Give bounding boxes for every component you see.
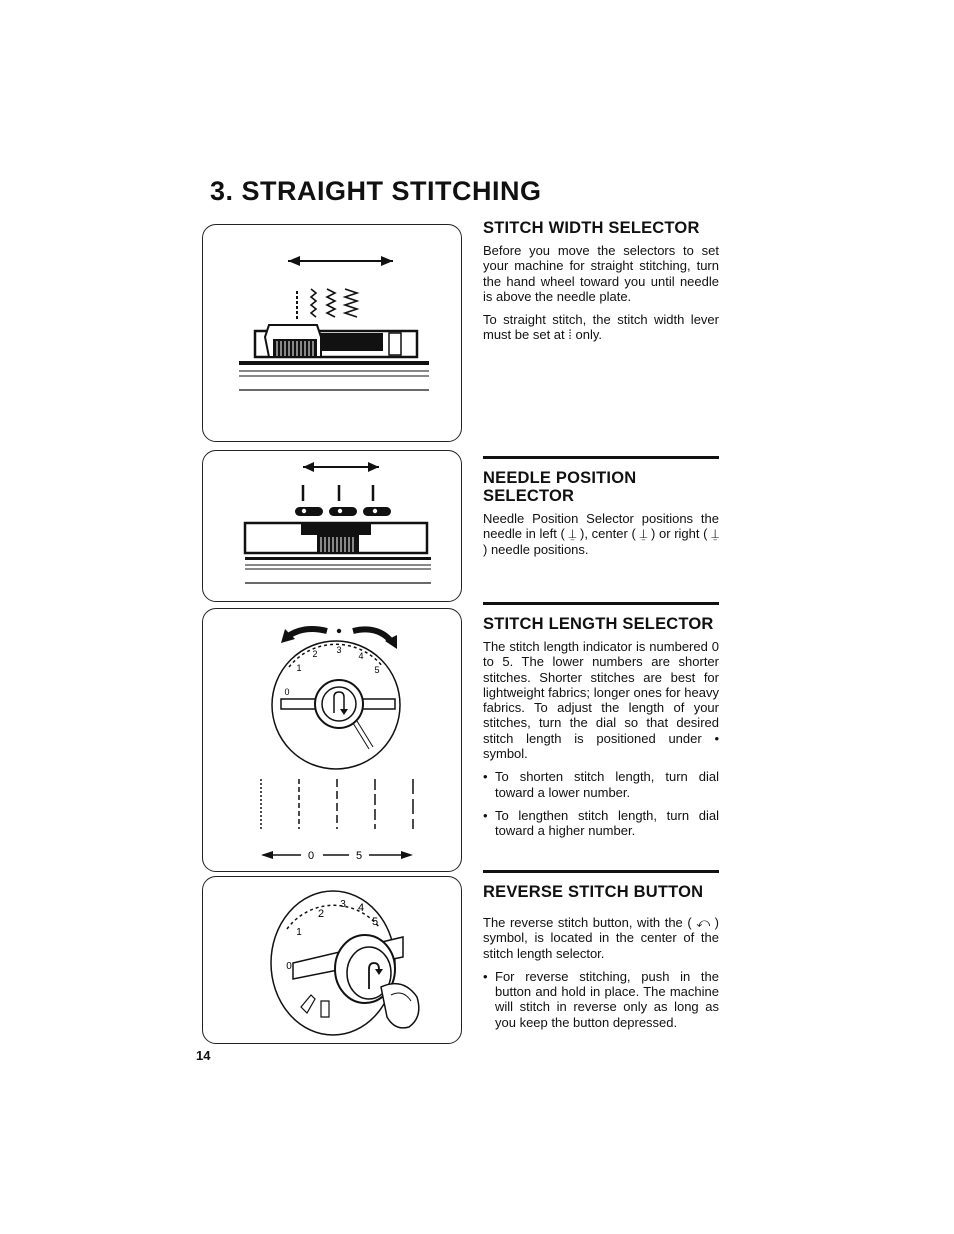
reverse-dial-1: 1 bbox=[296, 927, 302, 938]
section-divider bbox=[483, 602, 719, 605]
page-title: 3. STRAIGHT STITCHING bbox=[210, 176, 542, 206]
dial-number-3: 3 bbox=[336, 645, 342, 655]
stitch-width-paragraph-2: To straight stitch, the stitch width lever must be set at ⁞ only. bbox=[483, 312, 719, 343]
reverse-dial-0: 0 bbox=[286, 961, 292, 972]
reverse-dial-2: 2 bbox=[317, 908, 325, 920]
stitch-length-bullet-2: • To lengthen stitch length, turn dial toward a higher number. bbox=[483, 808, 719, 839]
page-number: 14 bbox=[196, 1048, 211, 1063]
scale-max: 5 bbox=[355, 850, 363, 862]
stitch-length-section bbox=[483, 602, 719, 847]
dial-number-0: 0 bbox=[284, 687, 290, 697]
needle-position-illustration bbox=[202, 450, 462, 602]
section-divider bbox=[483, 870, 719, 873]
stitch-length-bullet-1: • To shorten stitch length, turn dial toward a lower number. bbox=[483, 769, 719, 800]
reverse-stitch-illustration bbox=[202, 876, 462, 1044]
reverse-stitch-paragraph: The reverse stitch button, with the ( ⤺ ) symbol, is located in the center of the stitch length selector. bbox=[483, 915, 719, 961]
stitch-width-paragraph-1: Before you move the selectors to set your machine for straight stitching, turn the hand wheel toward you until needle is above the needle plate. bbox=[483, 243, 719, 304]
dial-number-1: 1 bbox=[296, 663, 302, 673]
reverse-stitch-heading: REVERSE STITCH BUTTON bbox=[483, 883, 704, 901]
section-divider bbox=[483, 456, 719, 459]
stitch-width-heading: STITCH WIDTH SELECTOR bbox=[483, 219, 700, 237]
scale-min: 0 bbox=[307, 850, 315, 862]
dial-number-2: 2 bbox=[312, 649, 318, 659]
reverse-stitch-section bbox=[483, 870, 719, 1038]
needle-position-paragraph: Needle Position Selector positions the needle in left ( ⍊ ), center ( ⍊ ) or right ( ⍊ ) needle positions. bbox=[483, 511, 719, 557]
needle-position-heading: NEEDLE POSITION SELECTOR bbox=[483, 469, 637, 505]
reverse-dial-3: 3 bbox=[340, 899, 346, 910]
stitch-width-section bbox=[483, 219, 719, 351]
stitch-length-paragraph: The stitch length indicator is numbered 0 to 5. The lower numbers are shorter stitches. Shorter stitches are best for lightweight fabrics; longer ones for heavy fabrics. To adjust the length of your stitches, turn the dial so that desired stitch length is positioned under • symbol. bbox=[483, 639, 719, 762]
reverse-dial-5: 5 bbox=[371, 916, 379, 928]
stitch-length-illustration bbox=[202, 608, 462, 872]
stitch-length-heading: STITCH LENGTH SELECTOR bbox=[483, 615, 714, 633]
stitch-width-illustration bbox=[202, 224, 462, 442]
reverse-stitch-bullet: • For reverse stitching, push in the button and hold in place. The machine will stitch in reverse only as long as you keep the button depressed. bbox=[483, 969, 719, 1030]
reverse-dial-4: 4 bbox=[357, 902, 365, 914]
dial-number-4: 4 bbox=[358, 651, 364, 661]
dial-number-5: 5 bbox=[374, 665, 380, 675]
needle-position-section bbox=[483, 456, 719, 565]
